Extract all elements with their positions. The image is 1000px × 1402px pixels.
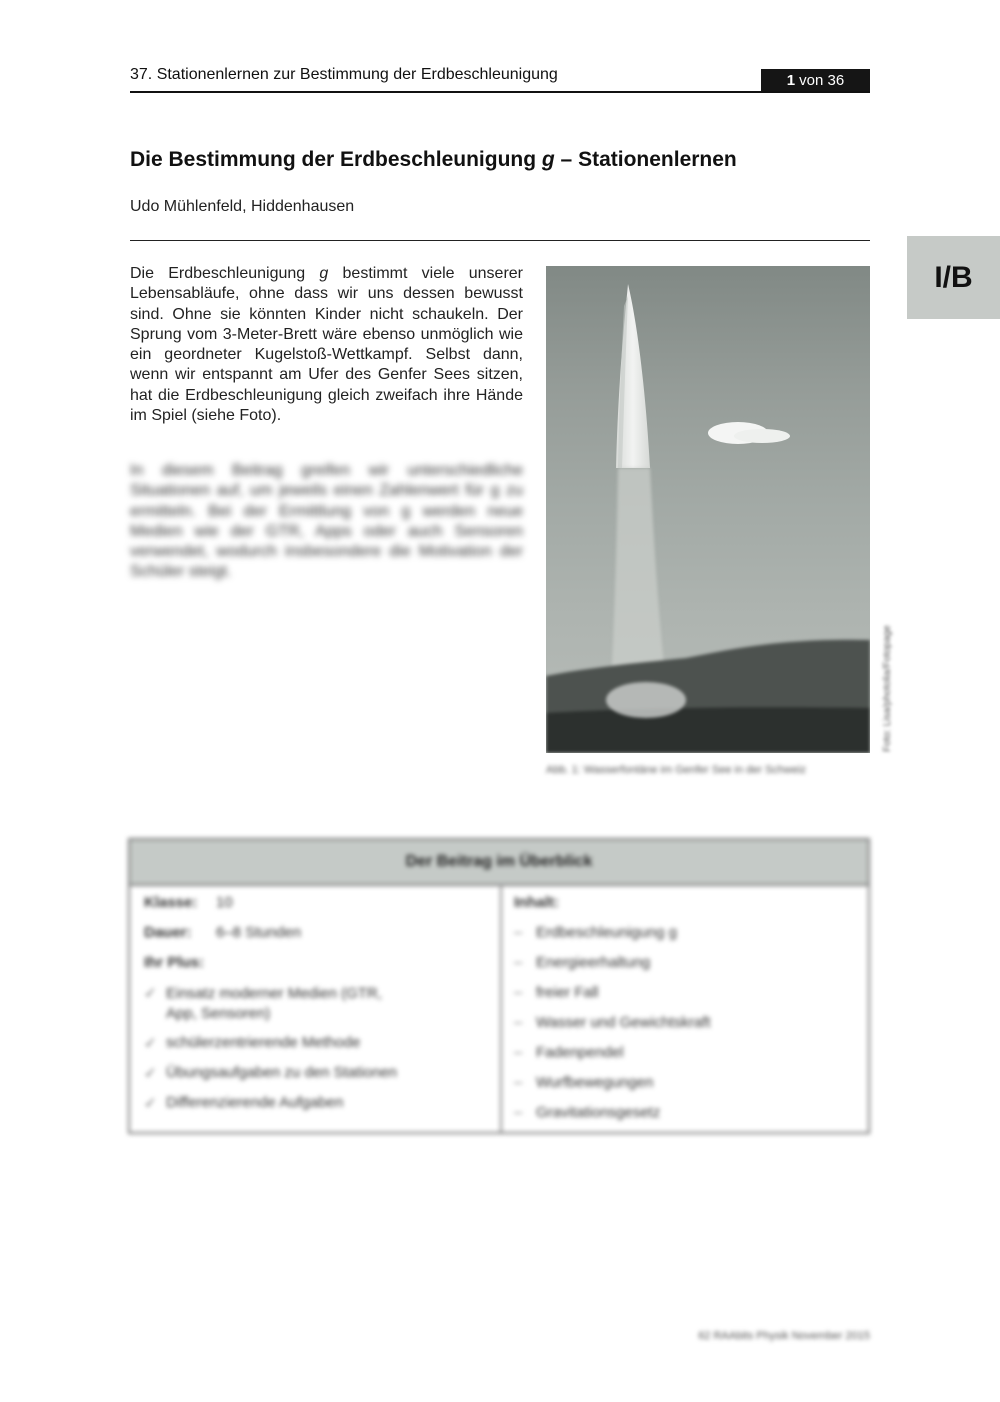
- overview-klasse-row: [144, 894, 494, 924]
- page-number-badge: [761, 69, 870, 92]
- content-item: [514, 1014, 854, 1044]
- plus-item: [144, 1064, 494, 1094]
- photo-credit: Foto: Lisa/photolia/Fotopage: [882, 625, 893, 752]
- content-item: [514, 924, 854, 954]
- klasse-value: 10: [216, 894, 233, 911]
- page-number-total: von 36: [799, 72, 845, 89]
- title-symbol: g: [541, 148, 555, 171]
- overview-left-column: [144, 894, 494, 1124]
- plus-item: [144, 1094, 494, 1124]
- klasse-label: Klasse:: [144, 894, 198, 911]
- title-rule: [130, 240, 870, 241]
- intro-part1: Die Erdbeschleunigung: [130, 265, 320, 282]
- header-rule: [130, 91, 870, 93]
- check-icon: ✓: [144, 1035, 157, 1052]
- overview-heading: Der Beitrag im Überblick: [130, 840, 868, 886]
- overview-box: [128, 838, 870, 1134]
- dash-bullet-icon: –: [514, 1074, 523, 1091]
- content-item-text: Gravitationsgesetz: [536, 1104, 661, 1121]
- plus-item-text: Einsatz moderner Medien (GTR, App, Sensoren): [166, 985, 382, 1022]
- spray-base: [606, 682, 686, 718]
- plus-item-text: schülerzentrierende Methode: [166, 1034, 361, 1051]
- cloud-tail: [734, 429, 790, 443]
- title-text-before: Die Bestimmung der Erdbeschleunigung: [130, 148, 542, 171]
- title-text-after: – Stationenlernen: [554, 148, 737, 171]
- overview-inhalt-row: [514, 894, 854, 924]
- dash-bullet-icon: –: [514, 984, 523, 1001]
- document-title: [130, 148, 737, 172]
- intro-symbol: g: [319, 265, 329, 282]
- content-item-text: Wasser und Gewichtskraft: [536, 1014, 711, 1031]
- content-item: [514, 984, 854, 1014]
- inhalt-label: Inhalt:: [514, 894, 559, 911]
- author-line: Udo Mühlenfeld, Hiddenhausen: [130, 198, 355, 215]
- blurred-paragraph: In diesem Beitrag greifen wir unterschiedliche Situationen auf, um jeweils einen Zahlenwert für g zu ermitteln. Bei der Ermittlung von g werden neue Medien wie der GTR, Apps oder auch Sensoren verwendet, wodurch insbesondere die Motivation der Schüler steigt.: [130, 462, 523, 581]
- content-item-text: Erdbeschleunigung g: [536, 924, 677, 941]
- plus-label: Ihr Plus:: [144, 954, 205, 971]
- content-item: [514, 1074, 854, 1104]
- overview-dauer-row: [144, 924, 494, 954]
- content-item-text: Energieerhaltung: [536, 954, 651, 971]
- page-number-current: 1: [786, 72, 796, 89]
- dash-bullet-icon: –: [514, 1044, 523, 1061]
- content-item-text: Fadenpendel: [536, 1044, 624, 1061]
- overview-right-column: [514, 894, 854, 1134]
- content-item-text: Wurfbewegungen: [536, 1074, 654, 1091]
- intro-paragraph: [130, 264, 523, 426]
- page-footer: 62 RAAbits Physik November 2015: [698, 1330, 870, 1342]
- content-item: [514, 1044, 854, 1074]
- content-item: [514, 1104, 854, 1134]
- dash-bullet-icon: –: [514, 924, 523, 941]
- check-icon: ✓: [144, 1095, 157, 1112]
- content-item: [514, 954, 854, 984]
- running-header-title: 37. Stationenlernen zur Bestimmung der Erdbeschleunigung: [130, 66, 558, 83]
- dash-bullet-icon: –: [514, 1014, 523, 1031]
- dash-bullet-icon: –: [514, 954, 523, 971]
- overview-divider: [500, 884, 502, 1132]
- content-item-text: freier Fall: [536, 984, 599, 1001]
- plus-item: [144, 1034, 494, 1064]
- intro-part2: bestimmt viele unserer Lebensabläufe, ohne dass wir uns dessen bewusst sind. Ohne sie könnten Kinder nicht schaukeln. Der Sprung vom 3-Meter-Brett wäre ebenso unmöglich wie ein geordneter Kugelstoß-Wettkampf. Selbst dann, wenn wir entspannt am Ufer des Genfer Sees sitzen, hat die Erdbeschleunigung gleich zweifach ihre Hände im Spiel (siehe Foto).: [130, 265, 524, 425]
- photo-caption: Abb. 1: Wasserfontäne im Genfer See in der Schweiz: [546, 764, 807, 776]
- fountain-photo: [546, 266, 870, 753]
- check-icon: ✓: [144, 985, 157, 1002]
- dash-bullet-icon: –: [514, 1104, 523, 1121]
- lake-shore: [546, 707, 870, 753]
- fountain-photo-blurred: [546, 468, 870, 753]
- plus-item: [144, 984, 494, 1034]
- plus-item-text: Differenzierende Aufgaben: [166, 1094, 344, 1111]
- chapter-tab: I/B: [907, 236, 1000, 319]
- dauer-value: 6–8 Stunden: [216, 924, 302, 941]
- plus-item-text: Übungsaufgaben zu den Stationen: [166, 1064, 398, 1081]
- overview-plus-row: [144, 954, 494, 984]
- check-icon: ✓: [144, 1065, 157, 1082]
- dauer-label: Dauer:: [144, 924, 192, 941]
